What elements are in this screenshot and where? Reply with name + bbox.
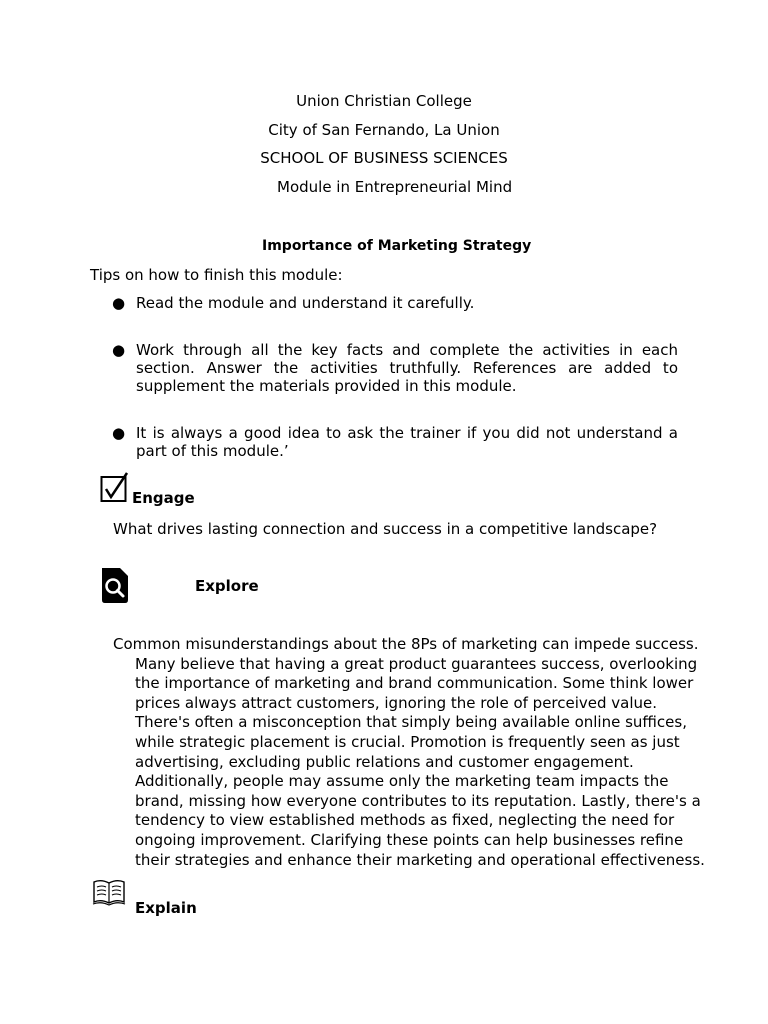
list-item	[112, 424, 678, 460]
explore-paragraph: Common misunderstandings about the 8Ps of marketing can impede success. Many believe that having a great product guarantees success, overlooking the importance of marketing and brand communication. Some think lower prices always attract customers, ignoring the role of perceived value. There's often a misconception that simply being available online suffices, while strategic placement is crucial. Promotion is frequently seen as just advertising, excluding public relations and customer engagement. Additionally, people may assume only the marketing team impacts the brand, missing how everyone contributes to its reputation. Lastly, there's a tendency to view established methods as fixed, neglecting the need for ongoing improvement. Clarifying these points can help businesses refine their strategies and enhance their marketing and operational effectiveness.	[113, 635, 705, 869]
search-document-icon	[100, 566, 130, 604]
bullet-icon: ●	[112, 294, 126, 312]
list-item-text: Work through all the key facts and complete the activities in each section. Answer the activities truthfully. References are added to supplement the materials provided in this module.	[136, 341, 678, 395]
module-name: Module in Entrepreneurial Mind	[277, 178, 513, 196]
school-name: SCHOOL OF BUSINESS SCIENCES	[260, 149, 508, 167]
list-item-text: Read the module and understand it carefully.	[136, 294, 475, 312]
institution-name: Union Christian College	[296, 92, 472, 110]
explain-heading: Explain	[135, 899, 197, 917]
institution-location: City of San Fernando, La Union	[268, 121, 500, 139]
list-item	[112, 294, 678, 312]
list-item-text: It is always a good idea to ask the trainer if you did not understand a part of this module.’	[136, 424, 678, 460]
explore-heading: Explore	[195, 577, 259, 595]
checkbox-icon	[100, 472, 130, 502]
engage-heading: Engage	[132, 489, 195, 507]
bullet-icon: ●	[112, 424, 126, 442]
bullet-icon: ●	[112, 341, 126, 359]
list-item	[112, 341, 678, 395]
engage-question: What drives lasting connection and success in a competitive landscape?	[113, 520, 658, 538]
tips-intro: Tips on how to finish this module:	[90, 266, 343, 284]
open-book-icon	[92, 878, 126, 906]
page-title: Importance of Marketing Strategy	[262, 238, 532, 254]
